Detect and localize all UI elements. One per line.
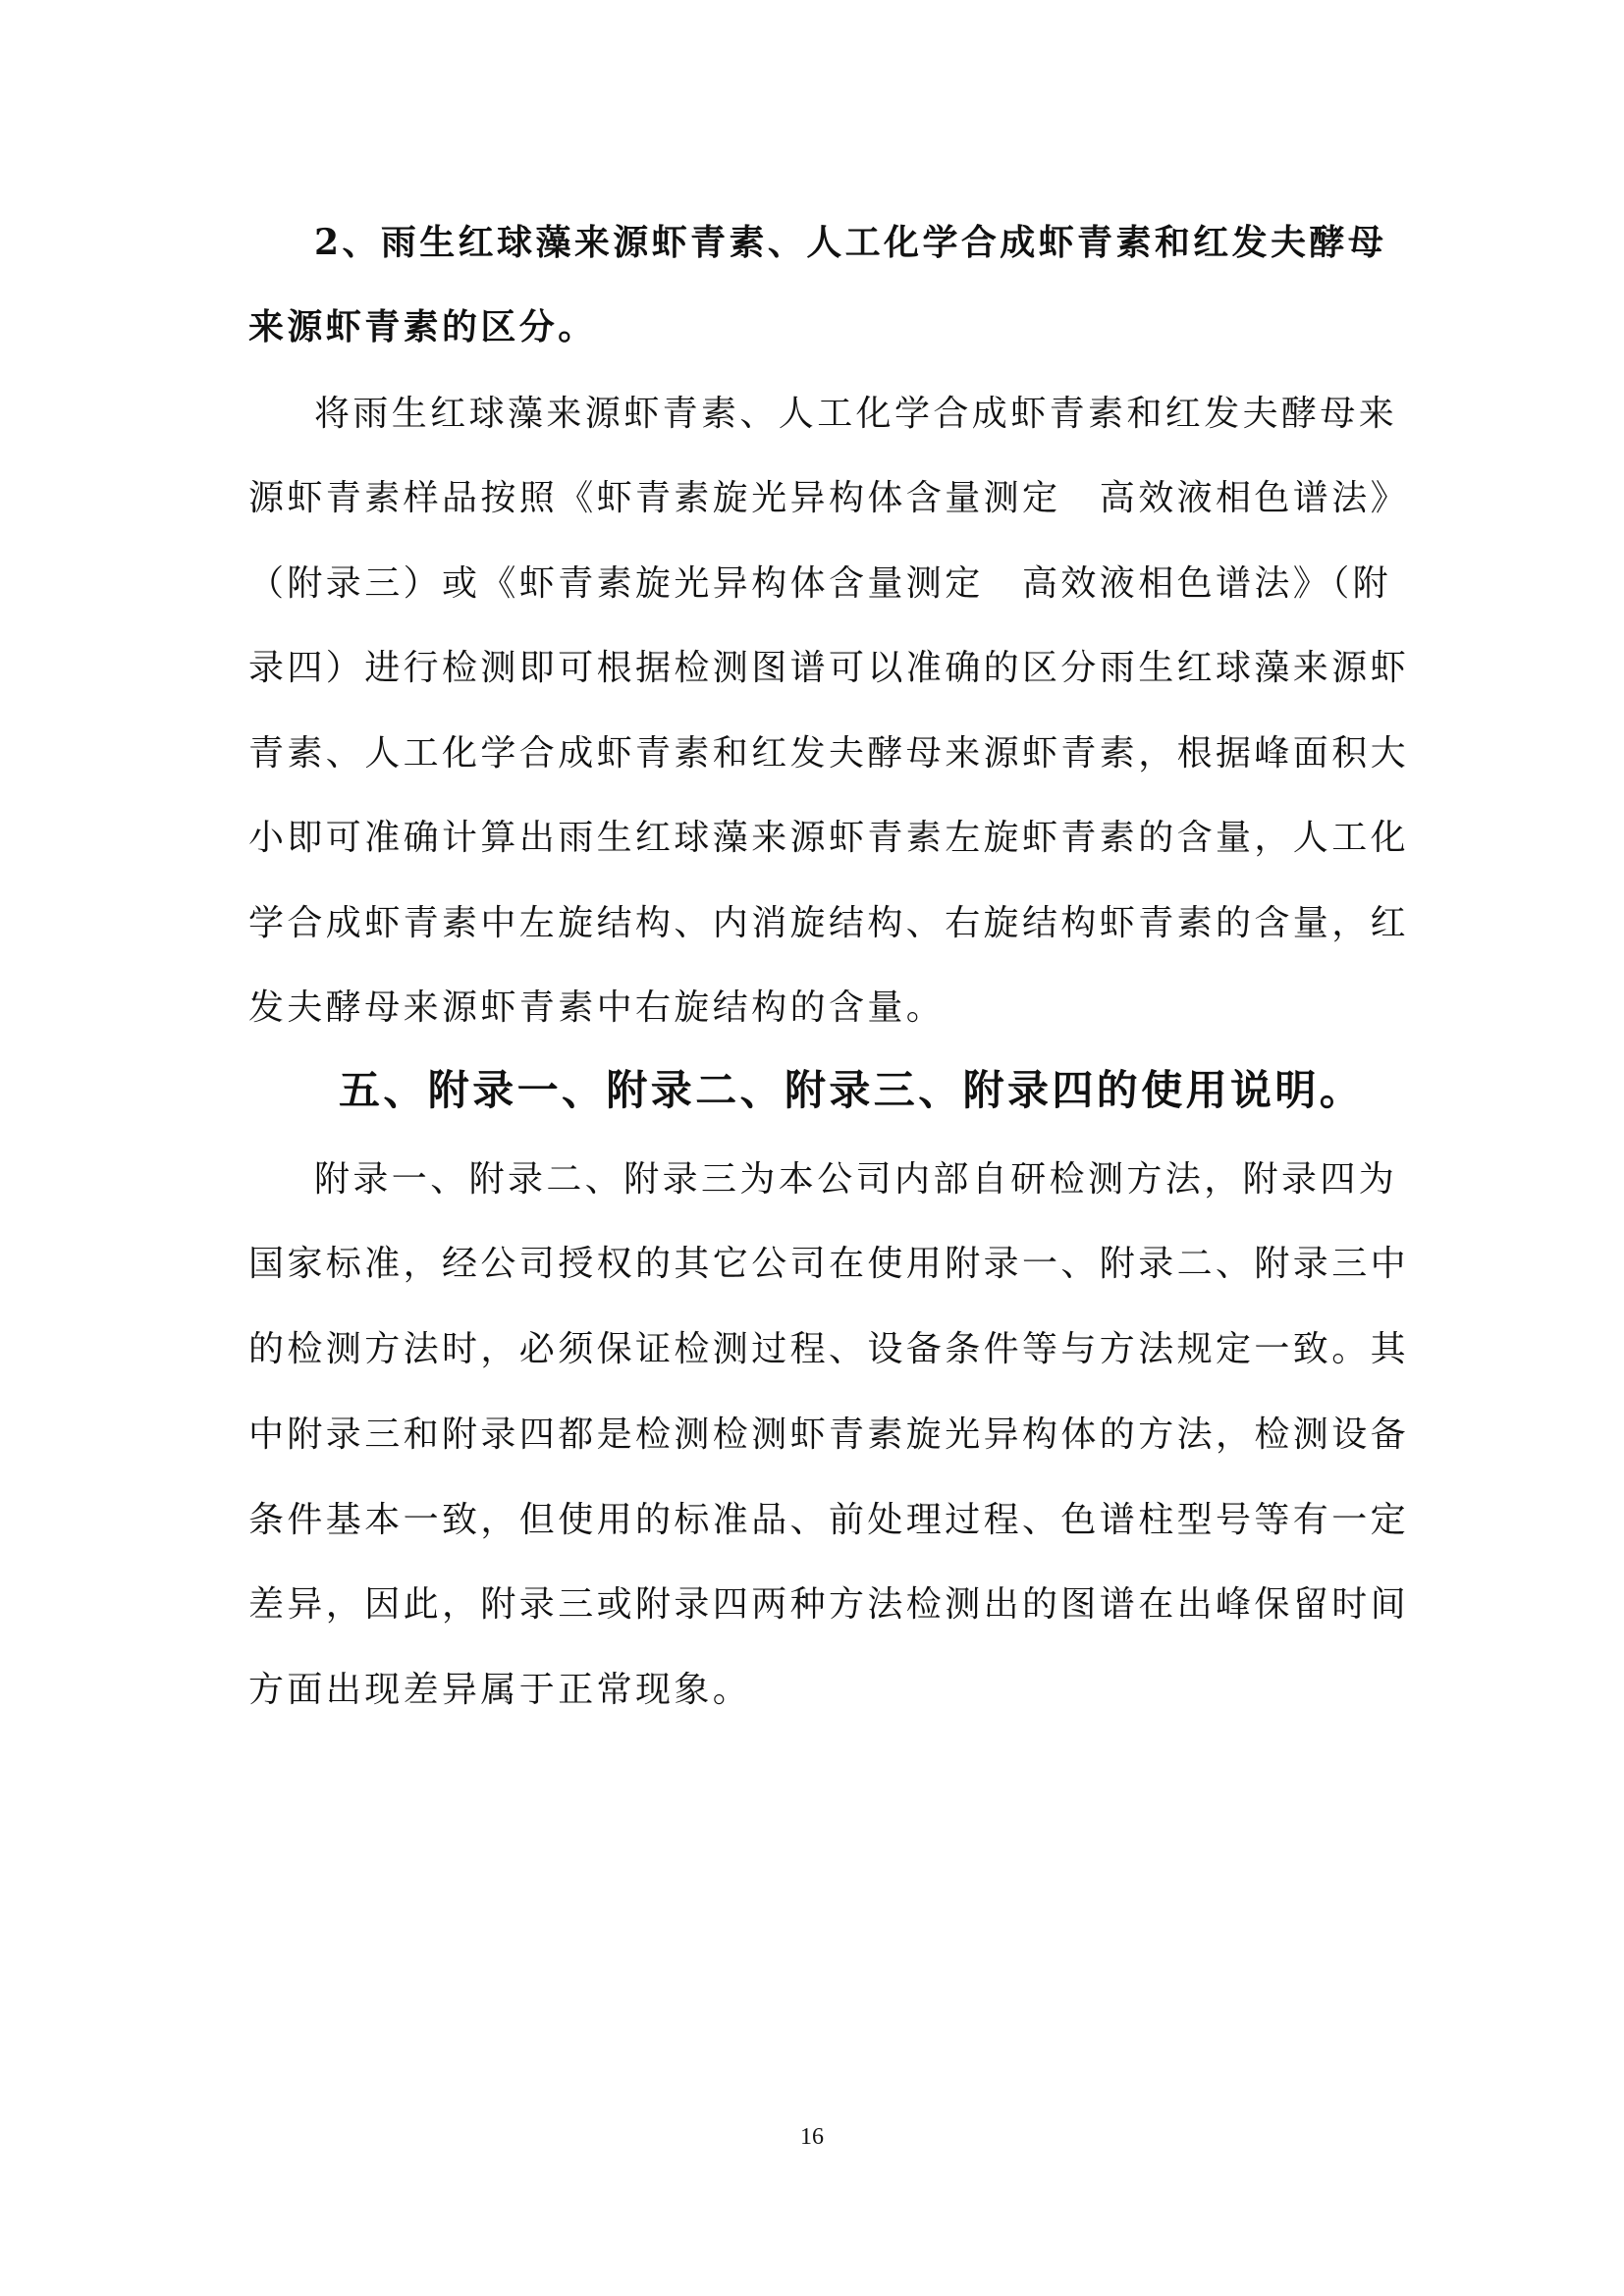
subsection-heading-line-2: 来源虾青素的区分。	[248, 306, 597, 347]
page-number: 16	[800, 2124, 824, 2150]
section-heading: 五、附录一、附录二、附录三、附录四的使用说明。	[339, 1066, 1365, 1114]
paragraph-1-line-1: 将雨生红球藻来源虾青素、人工化学合成虾青素和红发夫酵母来	[314, 394, 1398, 434]
paragraph-2-line-7: 方面出现差异属于正常现象。	[248, 1670, 752, 1710]
paragraph-1-line-5: 青素、人工化学合成虾青素和红发夫酵母来源虾青素，根据峰面积大	[248, 733, 1410, 774]
paragraph-2-line-6: 差异，因此，附录三或附录四两种方法检测出的图谱在出峰保留时间	[248, 1584, 1410, 1625]
paragraph-2-line-3: 的检测方法时，必须保证检测过程、设备条件等与方法规定一致。其	[248, 1329, 1410, 1369]
paragraph-2-line-4: 中附录三和附录四都是检测检测虾青素旋光异构体的方法，检测设备	[248, 1415, 1410, 1455]
paragraph-2-line-2: 国家标准，经公司授权的其它公司在使用附录一、附录二、附录三中	[248, 1244, 1410, 1284]
paragraph-1-line-3: （附录三）或《虾青素旋光异构体含量测定 高效液相色谱法》（附	[248, 563, 1392, 604]
paragraph-2-line-1: 附录一、附录二、附录三为本公司内部自研检测方法，附录四为	[314, 1159, 1398, 1200]
subsection-heading-line-1: 2、雨生红球藻来源虾青素、人工化学合成虾青素和红发夫酵母	[314, 222, 1387, 263]
paragraph-1-line-6: 小即可准确计算出雨生红球藻来源虾青素左旋虾青素的含量，人工化	[248, 818, 1410, 858]
paragraph-2-line-5: 条件基本一致，但使用的标准品、前处理过程、色谱柱型号等有一定	[248, 1500, 1410, 1540]
paragraph-1-line-2: 源虾青素样品按照《虾青素旋光异构体含量测定 高效液相色谱法》	[248, 478, 1410, 518]
paragraph-1-line-8: 发夫酵母来源虾青素中右旋结构的含量。	[248, 988, 946, 1028]
paragraph-1-line-4: 录四）进行检测即可根据检测图谱可以准确的区分雨生红球藻来源虾	[248, 648, 1410, 688]
paragraph-1-line-7: 学合成虾青素中左旋结构、内消旋结构、右旋结构虾青素的含量，红	[248, 903, 1410, 943]
